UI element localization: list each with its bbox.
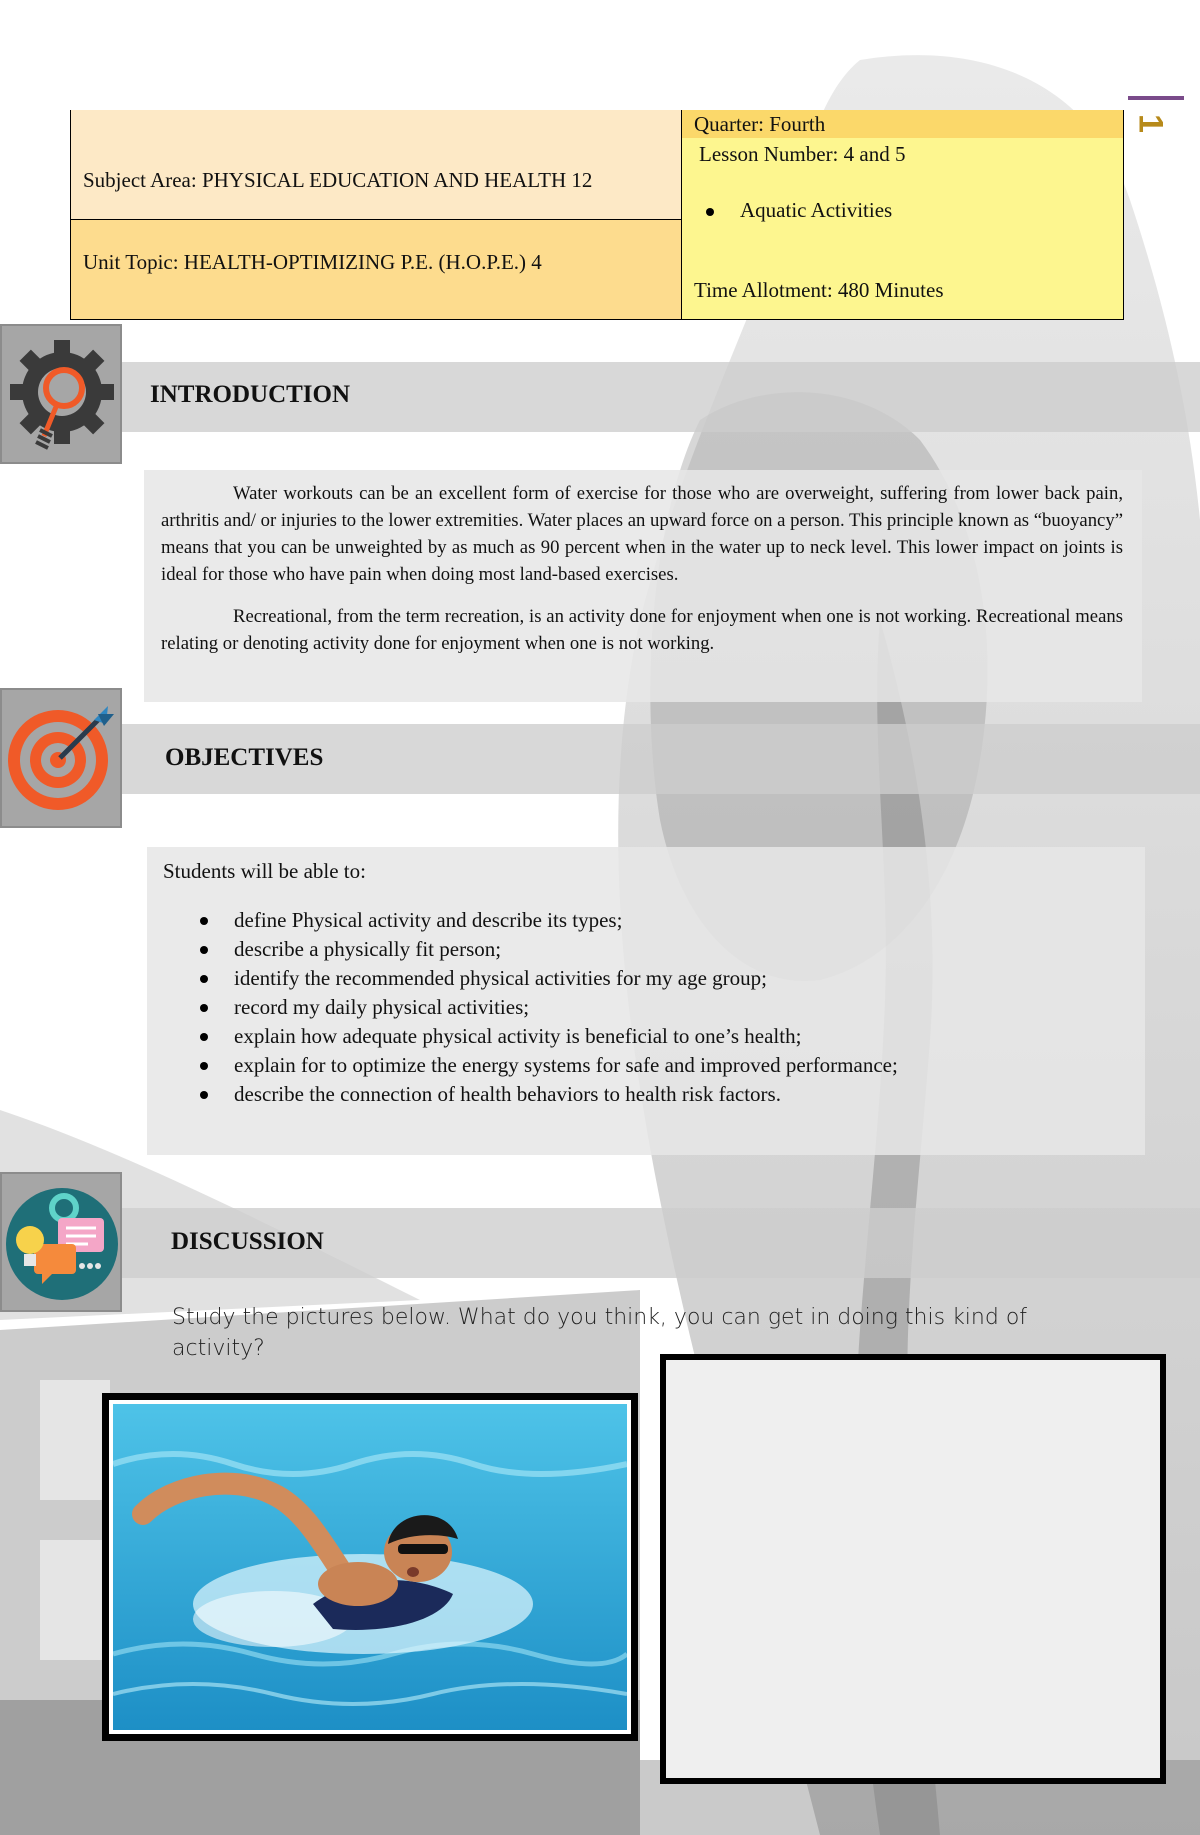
gear-lightbulb-icon bbox=[0, 324, 122, 464]
lesson-number: Lesson Number: 4 and 5 bbox=[699, 142, 906, 166]
subject-area: Subject Area: PHYSICAL EDUCATION AND HEALTH 12 bbox=[83, 168, 593, 192]
lesson-header-table bbox=[70, 110, 1124, 320]
swimmer-photo bbox=[102, 1393, 638, 1741]
discussion-title: DISCUSSION bbox=[171, 1228, 324, 1255]
introduction-paragraph-1: Water workouts can be an excellent form of exercise for those who are overweight, suffering from lower back pain, arthritis and/ or injuries to the lower extremities. Water places an upward force on a person. This principle known as “buoyancy” means that you can be unweighted by as much as 90 percent when in the water up to neck level. This lower impact on joints is ideal for those who have pain when doing most land-based exercises. bbox=[161, 483, 1123, 585]
objectives-list bbox=[190, 906, 898, 1109]
introduction-text bbox=[161, 480, 1123, 672]
empty-picture-frame bbox=[660, 1354, 1166, 1784]
time-allotment: Time Allotment: 480 Minutes bbox=[694, 278, 944, 302]
unit-topic-cell bbox=[70, 220, 682, 320]
objective-item: explain for to optimize the energy systems for safe and improved performance; bbox=[190, 1051, 898, 1080]
lesson-topic-item bbox=[740, 198, 892, 223]
objectives-title: OBJECTIVES bbox=[165, 744, 324, 771]
introduction-title: INTRODUCTION bbox=[150, 381, 351, 408]
objective-item: describe a physically fit person; bbox=[190, 935, 898, 964]
page-number-marker bbox=[1126, 96, 1186, 156]
page-number: 1 bbox=[1131, 114, 1170, 133]
unit-topic: Unit Topic: HEALTH-OPTIMIZING P.E. (H.O.P.E.) 4 bbox=[83, 250, 542, 274]
idea-chat-icon bbox=[0, 1172, 122, 1312]
objectives-lead: Students will be able to: bbox=[163, 859, 366, 883]
objective-item: explain how adequate physical activity is beneficial to one’s health; bbox=[190, 1022, 898, 1051]
objective-item: describe the connection of health behaviors to health risk factors. bbox=[190, 1080, 898, 1109]
introduction-paragraph-2: Recreational, from the term recreation, is an activity done for enjoyment when one is not working. Recreational means relating or denoting activity done for enjoyment when one is not working. bbox=[161, 606, 1123, 654]
subject-area-cell bbox=[70, 110, 682, 220]
discussion-prompt: Study the pictures below. What do you think, you can get in doing this kind of activity? bbox=[172, 1305, 1028, 1361]
objective-item: identify the recommended physical activities for my age group; bbox=[190, 964, 898, 993]
swimmer-illustration bbox=[113, 1404, 627, 1730]
target-arrow-icon bbox=[0, 688, 122, 828]
lesson-details-cell bbox=[682, 110, 1124, 320]
lesson-topic: Aquatic Activities bbox=[740, 198, 893, 222]
quarter: Quarter: Fourth bbox=[682, 110, 1123, 138]
objective-item: record my daily physical activities; bbox=[190, 993, 898, 1022]
page-number-bar bbox=[1128, 96, 1184, 100]
objective-item: define Physical activity and describe its types; bbox=[190, 906, 898, 935]
bullet-icon bbox=[706, 208, 714, 216]
